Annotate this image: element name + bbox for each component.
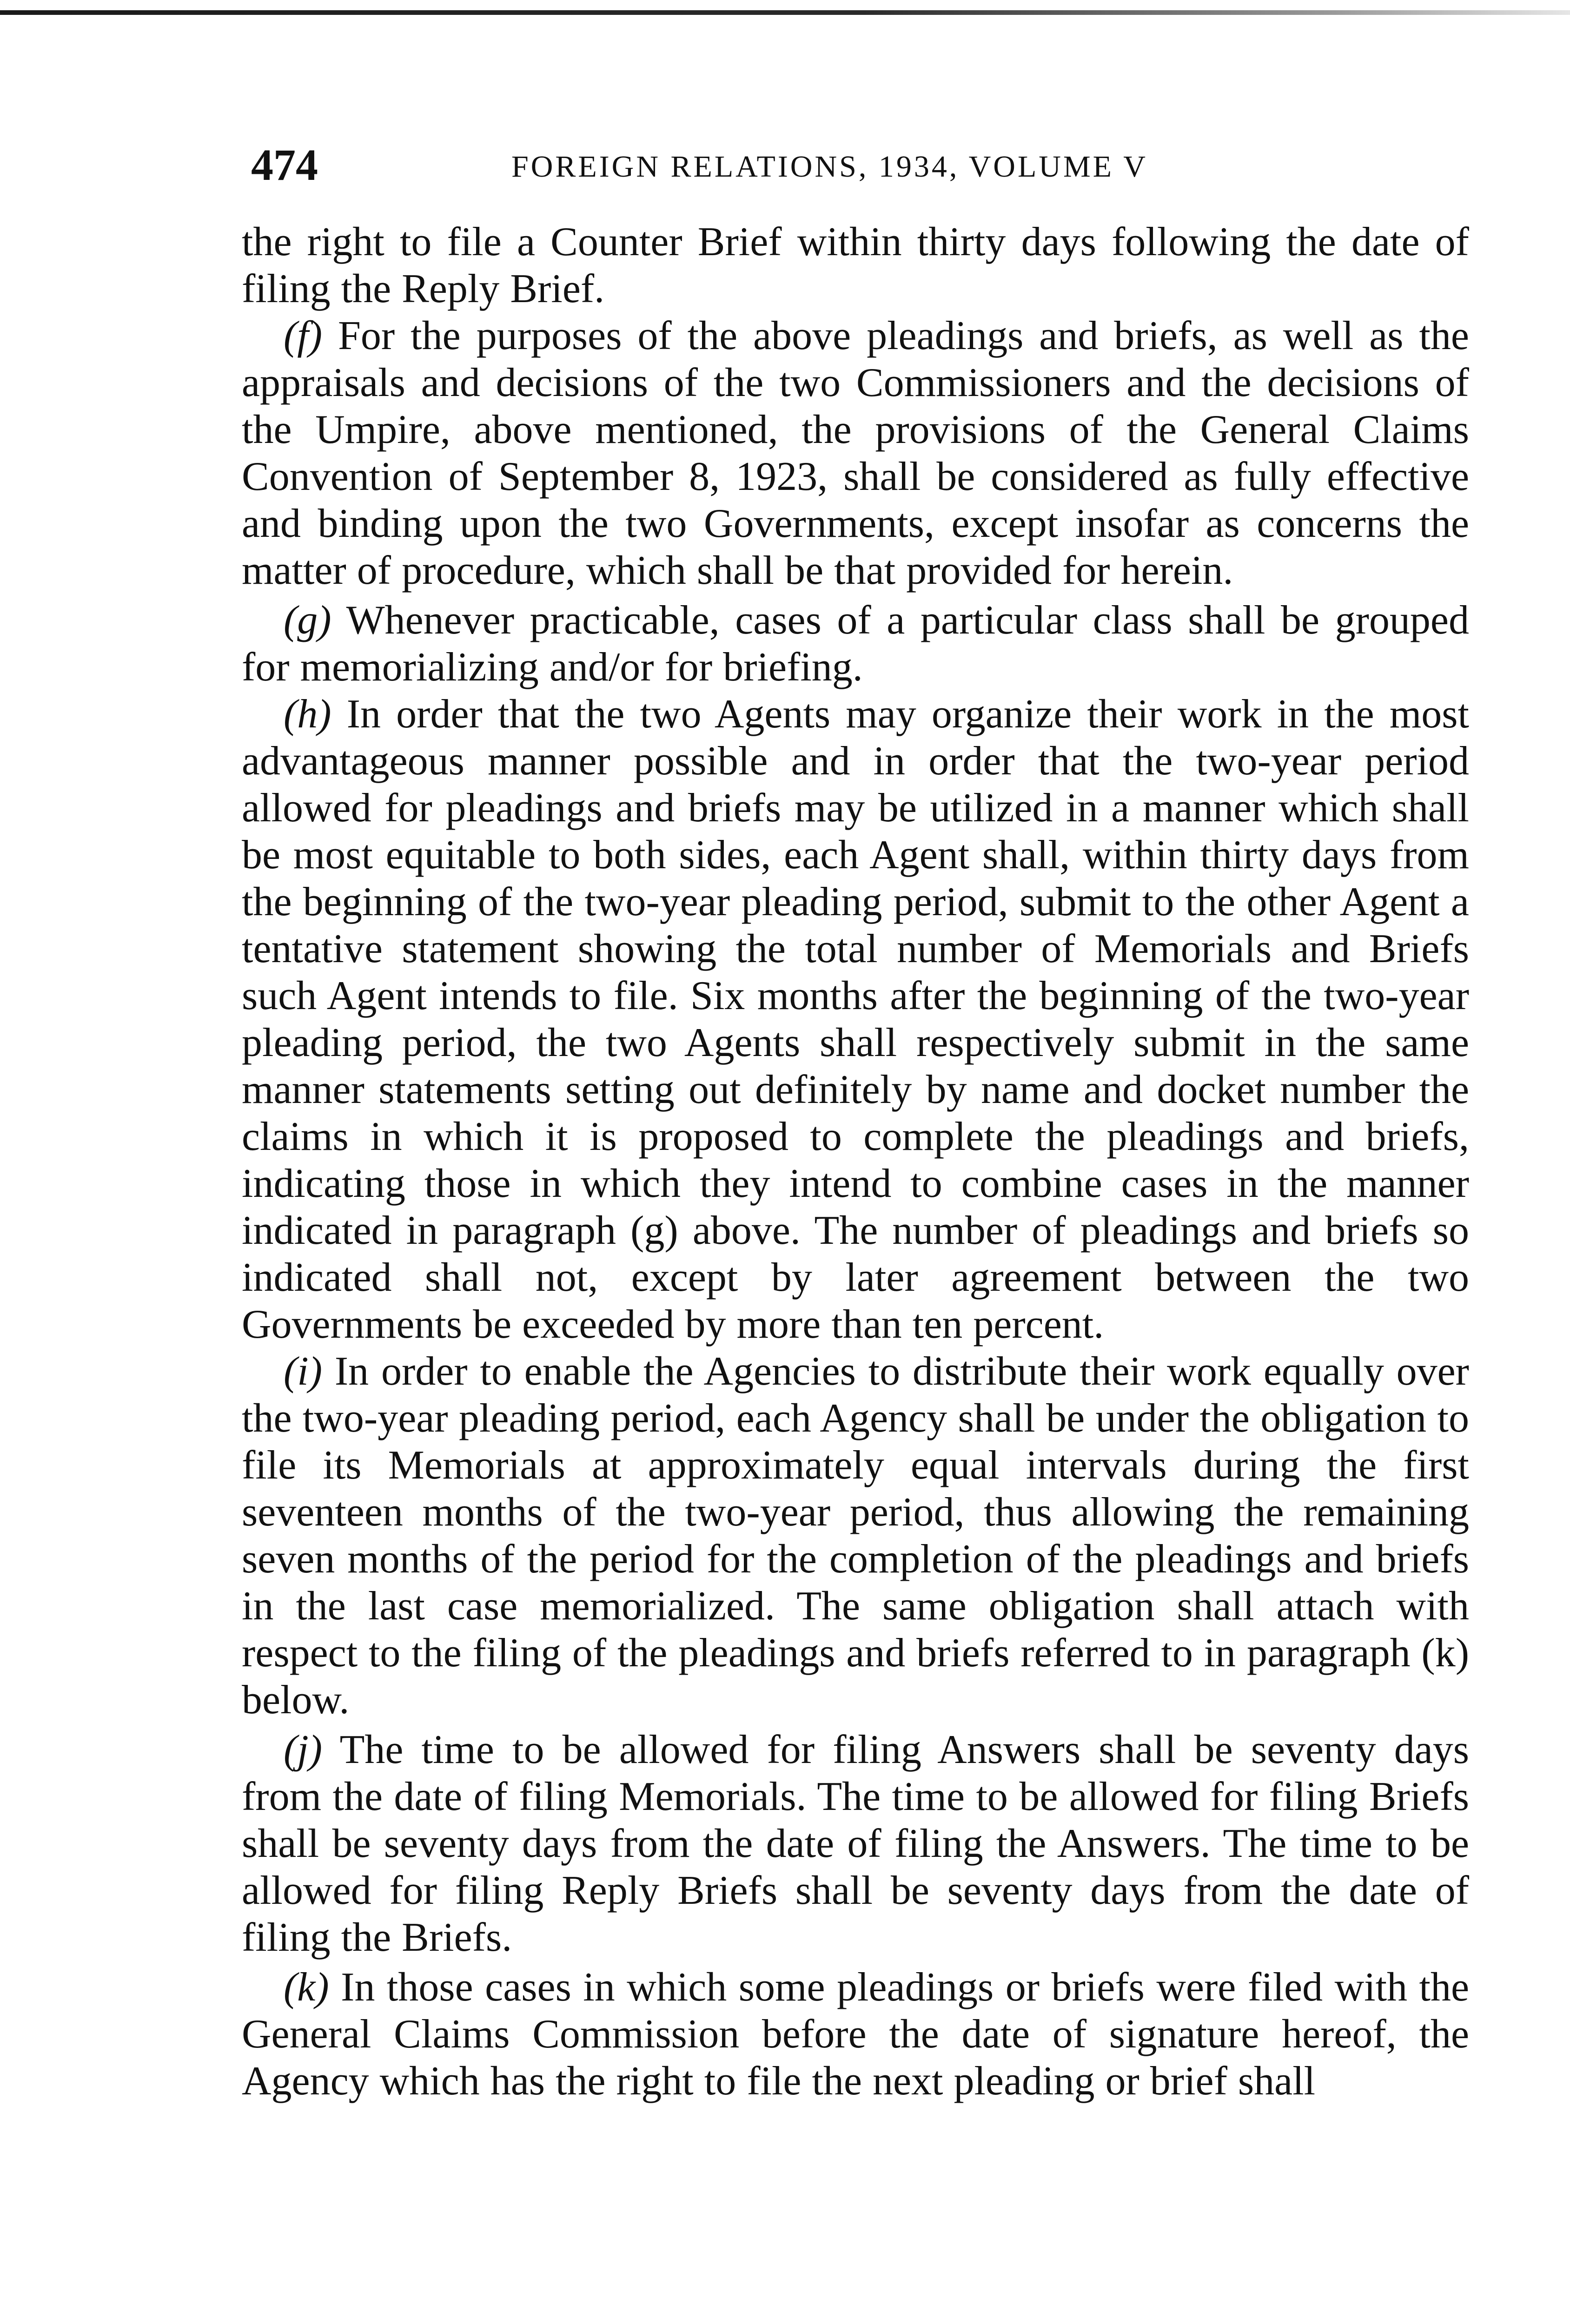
paragraph-text: For the purposes of the above pleadings and briefs, as well as the appraisals and decisions of the two Commissioners and the decisions of the Umpire, above mentioned, the provisions of the General Claims Convention of September 8, 1923, shall be considered as fully effective and binding upon the two Governments, except insofar as concerns the matter of procedure, which shall be that provided for herein. xyxy=(242,313,1469,593)
page-header xyxy=(251,139,1227,191)
continuation-paragraph: the right to file a Counter Brief within thirty days following the date of filing the Reply Brief. xyxy=(242,219,1469,311)
paragraph-marker: (f) xyxy=(284,313,323,358)
paragraph-i xyxy=(242,1348,1469,1723)
paragraph-text: The time to be allowed for filing Answers shall be seventy days from the date of filing Memorials. The time to be allowed for filing Briefs shall be seventy days from the date of filing the Answers. The time to be allowed for filing Reply Briefs shall be seventy days from the date of filing the Briefs. xyxy=(242,1727,1469,1960)
running-head: FOREIGN RELATIONS, 1934, VOLUME V xyxy=(511,150,1148,184)
paragraph-marker: (j) xyxy=(284,1727,323,1772)
paragraph-text: In order that the two Agents may organize their work in the most advantageous manner possible and in order that the two-year period allowed for pleadings and briefs may be utilized in a manner which shall be most equitable to both sides, each Agent shall, within thirty days from the beginning of the two-year pleading period, submit to the other Agent a tentative statement showing the total number of Memorials and Briefs such Agent intends to file. Six months after the beginning of the two-year pleading period, the two Agents shall respectively submit in the same manner statements setting out definitely by name and docket number the claims in which it is proposed to complete the pleadings and briefs, indicating those in which they intend to combine cases in the manner indicated in paragraph (g) above. The number of pleadings and briefs so indicated shall not, except by later agreement between the two Governments be exceeded by more than ten percent. xyxy=(242,692,1469,1347)
paragraph-text: In order to enable the Agencies to distribute their work equally over the two-year pleading period, each Agency shall be under the obligation to file its Memorials at approximately equal intervals during the first seventeen months of the two-year period, thus allowing the remaining seven months of the period for the completion of the pleadings and briefs in the last case memorialized. The same obligation shall attach with respect to the filing of the pleadings and briefs referred to in paragraph (k) below. xyxy=(242,1349,1469,1723)
paragraph-k xyxy=(242,1964,1469,2105)
paragraph-f xyxy=(242,312,1469,594)
paragraph-text: Whenever practicable, cases of a particular class shall be grouped for memorializing and/or for briefing. xyxy=(242,598,1469,690)
page-number: 474 xyxy=(251,140,318,190)
paragraph-marker: (i) xyxy=(284,1349,323,1394)
paragraph-h xyxy=(242,691,1469,1348)
paragraph-j xyxy=(242,1726,1469,1961)
top-rule xyxy=(0,10,1570,15)
paragraph-marker: (k) xyxy=(284,1965,329,2010)
body-text xyxy=(242,218,1469,2105)
paragraph-marker: (g) xyxy=(284,598,331,643)
paragraph-marker: (h) xyxy=(284,692,331,737)
paragraph-g xyxy=(242,597,1469,691)
paragraph-text: In those cases in which some pleadings or briefs were filed with the General Claims Commission before the date of signature hereof, the Agency which has the right to file the next pleading or brief shall xyxy=(242,1965,1469,2104)
